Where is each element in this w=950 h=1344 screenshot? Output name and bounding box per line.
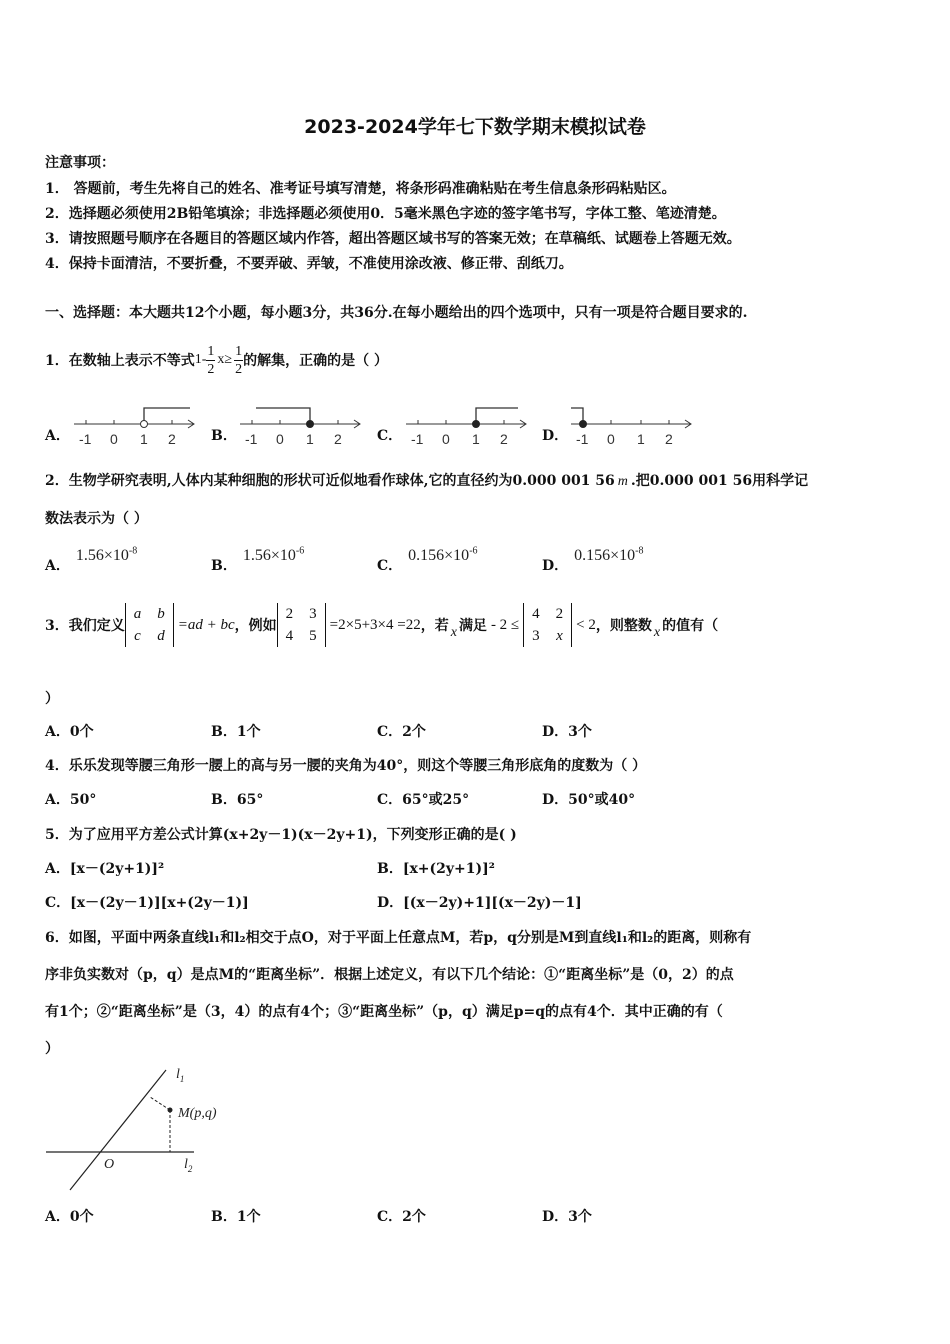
notice-item: 2．选择题必须使用2B铅笔填涂；非选择题必须使用0．5毫米黑色字迹的签字笔书写，字体工整、笔迹清楚。 <box>45 206 726 222</box>
number-line-b <box>236 400 366 450</box>
page-title: 2023-2024学年七下数学期末模拟试卷 <box>304 116 646 138</box>
tick-label: -1 <box>576 431 589 447</box>
tick-label: 1 <box>472 431 480 447</box>
question-1-prefix: 1．在数轴上表示不等式 <box>45 353 195 369</box>
point-m <box>168 1108 173 1113</box>
tick-label: 2 <box>500 431 508 447</box>
option-d[interactable]: D．$0.156\times 10^{-8}$ <box>542 545 644 574</box>
tick-label: 2 <box>168 431 176 447</box>
question-1-ineq: x≥ <box>217 352 233 367</box>
fraction: $\frac{1}{2}$ <box>235 343 243 377</box>
option-b[interactable]: B．1个 <box>211 1209 261 1225</box>
option-a[interactable]: A．0个 <box>45 724 94 740</box>
question-3: 3．我们定义 a b c d =ad + bc ，例如 2 3 4 5 =2×5+3×4 =22 ，若 x 满足 - 2 ≤ 4 2 3 x < 2 ，则整数 x 的值有（ <box>45 598 718 652</box>
option-d[interactable]: D．3个 <box>542 724 592 740</box>
perpendicular-p <box>150 1097 170 1110</box>
question-6-line3: 有1个；②“距离坐标”是（3，4）的点有4个；③“距离坐标”（p，q）满足p=q的点有4个．其中正确的有（ <box>45 1004 723 1020</box>
tick-label: 0 <box>276 431 284 447</box>
label-m: M(p,q) <box>178 1106 217 1121</box>
notice-item: 4．保持卡面清洁，不要折叠，不要弄破、弄皱，不准使用涂改液、修正带、刮纸刀。 <box>45 256 573 272</box>
label-o: O <box>104 1157 115 1172</box>
option-a-label[interactable]: A． <box>45 428 70 444</box>
option-d[interactable]: D．3个 <box>542 1209 592 1225</box>
option-a[interactable]: A．50° <box>45 792 97 808</box>
notice-heading: 注意事项： <box>45 155 115 171</box>
section-heading: 一、选择题：本大题共12个小题，每小题3分，共36分.在每小题给出的四个选项中，只有一项是符合题目要求的. <box>45 305 748 321</box>
tick-label: 2 <box>665 431 673 447</box>
option-c-label[interactable]: C． <box>377 428 403 444</box>
tick-label: 2 <box>334 431 342 447</box>
option-d[interactable]: D．50°或40° <box>542 792 636 808</box>
fraction: $\frac{1}{2}$ <box>207 343 215 377</box>
option-b[interactable]: B．[x+(2y+1)]² <box>377 861 495 877</box>
tick-label: 0 <box>607 431 615 447</box>
determinant-definition: a b c d <box>125 603 174 647</box>
tick-label: 1 <box>306 431 314 447</box>
question-3-close: ） <box>45 691 59 707</box>
question-6-line4: ） <box>45 1041 59 1057</box>
question-1-suffix: 的解集，正确的是（ ） <box>243 353 388 369</box>
determinant-inequality: 4 2 3 x <box>523 603 572 647</box>
unit-m: m <box>617 474 628 489</box>
option-c[interactable]: C．2个 <box>377 1209 426 1225</box>
number-line-d <box>567 400 697 450</box>
question-5: 5．为了应用平方差公式计算(x+2y－1)(x－2y+1)，下列变形正确的是( ) <box>45 827 517 843</box>
option-b[interactable]: B．$1.56\times 10^{-6}$ <box>211 545 305 574</box>
number-line-c <box>402 400 532 450</box>
tick-label: 1 <box>140 431 148 447</box>
tick-label: 0 <box>442 431 450 447</box>
option-a[interactable]: A．$1.56\times 10^{-8}$ <box>45 545 138 574</box>
option-a[interactable]: A．0个 <box>45 1209 94 1225</box>
distance-coordinate-figure <box>44 1062 244 1197</box>
option-c[interactable]: C．65°或25° <box>377 792 470 808</box>
tick-label: 0 <box>110 431 118 447</box>
question-1 <box>45 336 388 384</box>
label-l2: $l_2$ <box>184 1157 193 1174</box>
question-4: 4．乐乐发现等腰三角形一腰上的高与另一腰的夹角为40°，则这个等腰三角形底角的度数为（ ） <box>45 758 647 774</box>
option-a[interactable]: A．[x－(2y+1)]² <box>45 861 165 877</box>
tick-label: -1 <box>79 431 92 447</box>
tick-label: -1 <box>411 431 424 447</box>
option-d-label[interactable]: D． <box>542 428 569 444</box>
number-line-a <box>70 400 200 450</box>
option-c[interactable]: C．[x－(2y－1)][x+(2y－1)] <box>45 895 249 911</box>
question-2-options <box>45 545 875 575</box>
question-2-line1: 2．生物学研究表明,人体内某种细胞的形状可近似地看作球体,它的直径约为0.000 001 56 m .把0.000 001 56用科学记 <box>45 473 809 489</box>
tick-label: 1 <box>637 431 645 447</box>
notice-item: 1． 答题前，考生先将自己的姓名、准考证号填写清楚，将条形码准确粘贴在考生信息条形码粘贴区。 <box>45 181 676 197</box>
option-b-label[interactable]: B． <box>211 428 237 444</box>
option-b[interactable]: B．1个 <box>211 724 261 740</box>
label-l1: $l_1$ <box>176 1067 185 1084</box>
option-d[interactable]: D．[(x－2y)+1][(x－2y)－1] <box>377 895 582 911</box>
option-b[interactable]: B．65° <box>211 792 264 808</box>
option-c[interactable]: C．$0.156\times 10^{-6}$ <box>377 545 478 574</box>
question-2-line2: 数法表示为（ ） <box>45 511 148 527</box>
notice-item: 3．请按照题号顺序在各题目的答题区域内作答，超出答题区域书写的答案无效；在草稿纸、试题卷上答题无效。 <box>45 231 741 247</box>
option-c[interactable]: C．2个 <box>377 724 426 740</box>
tick-label: -1 <box>245 431 258 447</box>
question-6-line1: 6．如图，平面中两条直线l₁和l₂相交于点O，对于平面上任意点M，若p，q分别是M到直线l₁和l₂的距离，则称有 <box>45 930 752 946</box>
question-1-one: 1- <box>194 352 207 367</box>
determinant-example: 2 3 4 5 <box>277 603 326 647</box>
line-l1 <box>70 1070 166 1190</box>
question-6-line2: 序非负实数对（p，q）是点M的“距离坐标”．根据上述定义，有以下几个结论：①“距离坐标”是（0，2）的点 <box>45 967 734 983</box>
